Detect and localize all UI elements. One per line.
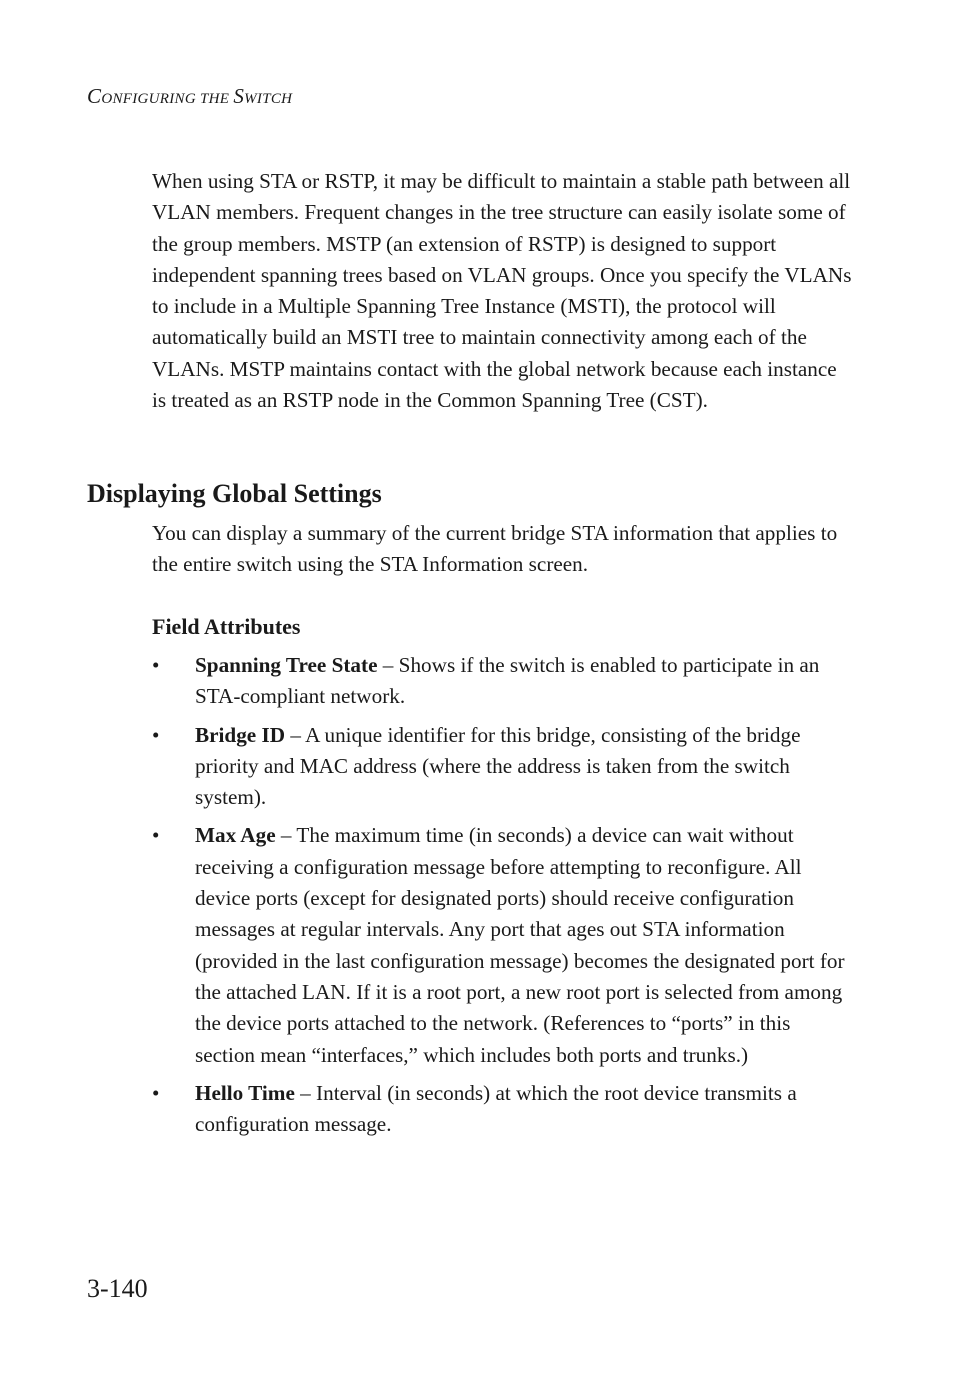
list-item — [152, 1078, 852, 1141]
field-attributes-heading: Field Attributes — [152, 614, 301, 639]
page-number: 3-140 — [87, 1274, 148, 1303]
running-header-rest-1: ONFIGURING THE — [101, 91, 234, 107]
field-term: Hello Time — [195, 1080, 295, 1105]
section-title: Displaying Global Settings — [87, 479, 382, 508]
section-intro-paragraph: You can display a summary of the current bridge STA information that applies to the entire switch using the STA Information screen. — [152, 521, 838, 577]
list-item — [152, 820, 852, 1070]
field-description: – Interval (in seconds) at which the root device transmits a configuration message. — [195, 1080, 797, 1137]
list-item — [152, 720, 852, 814]
running-header-cap-2: S — [233, 84, 245, 108]
field-term: Bridge ID — [195, 722, 286, 747]
field-description: – A unique identifier for this bridge, consisting of the bridge priority and MAC address (where the address is taken from the switch system). — [195, 722, 801, 810]
list-item — [152, 650, 852, 713]
field-description: – Shows if the switch is enabled to participate in an STA-compliant network. — [195, 653, 820, 709]
running-header-cap-1: C — [87, 84, 102, 108]
field-description: – The maximum time (in seconds) a device can wait without receiving a configuration message before attempting to reconfigure. All device ports (except for designated ports) should receive configuration messages at regular intervals. Any port that ages out STA information (provided in the last configuration message) becomes the designated port for the attached LAN. If it is a root port, a new root port is selected from among the device ports attached to the network. (References to “ports” in this section mean “interfaces,” which includes both ports and trunks.) — [195, 823, 845, 1067]
running-header-rest-2: WITCH — [244, 91, 293, 107]
field-attribute-list — [152, 650, 852, 1147]
bullet-icon: • — [152, 1080, 160, 1105]
field-term: Max Age — [195, 823, 276, 848]
field-term: Spanning Tree State — [195, 653, 378, 677]
intro-paragraph: When using STA or RSTP, it may be difficult to maintain a stable path between all VLAN members. Frequent changes in the tree structure can easily isolate some of the group members. MSTP (an extension of RSTP) is designed to support independent spanning trees based on VLAN groups. Once you specify the VLANs to include in a Multiple Spanning Tree Instance (MSTI), the protocol will automatically build an MSTI tree to maintain connectivity among each of the VLANs. MSTP maintains contact with the global network because each instance is treated as an RSTP node in the Common Spanning Tree (CST). — [152, 169, 852, 413]
running-header — [87, 84, 292, 109]
bullet-icon: • — [152, 823, 160, 848]
bullet-icon: • — [152, 653, 160, 677]
bullet-icon: • — [152, 722, 160, 747]
